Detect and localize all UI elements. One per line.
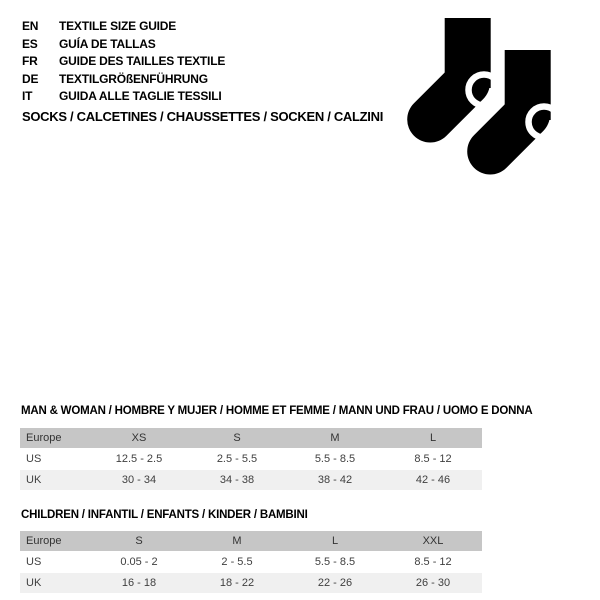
- column-header-size: S: [90, 531, 188, 551]
- region-cell: UK: [20, 470, 90, 490]
- children-table-row-us: [20, 552, 482, 572]
- language-label: TEXTILE SIZE GUIDE: [59, 19, 177, 33]
- language-row: [22, 88, 225, 106]
- language-label: GUIDA ALLE TAGLIE TESSILI: [59, 89, 222, 103]
- socks-icon: [405, 5, 575, 180]
- adult-table-row-uk: [20, 470, 482, 490]
- children-table-row-uk: [20, 573, 482, 593]
- size-value-cell: 12.5 - 2.5: [90, 449, 188, 469]
- size-value-cell: 22 - 26: [286, 573, 384, 593]
- region-cell: US: [20, 552, 90, 572]
- size-value-cell: 16 - 18: [90, 573, 188, 593]
- size-value-cell: 34 - 38: [188, 470, 286, 490]
- language-row: [22, 53, 225, 71]
- category-heading: SOCKS / CALCETINES / CHAUSSETTES / SOCKEN / CALZINI: [22, 109, 384, 124]
- size-value-cell: 0.05 - 2: [90, 552, 188, 572]
- language-code: EN: [22, 19, 39, 33]
- column-header-size: S: [188, 428, 286, 448]
- size-value-cell: 38 - 42: [286, 470, 384, 490]
- column-header-region: Europe: [20, 428, 90, 448]
- language-label: TEXTILGRÖßENFÜHRUNG: [59, 71, 208, 86]
- adult-size-table: [20, 427, 482, 491]
- size-value-cell: 26 - 30: [384, 573, 482, 593]
- adult-table-row-us: [20, 449, 482, 469]
- language-row: [22, 36, 225, 54]
- column-header-size: XXL: [384, 531, 482, 551]
- language-code: IT: [22, 89, 33, 103]
- region-cell: US: [20, 449, 90, 469]
- children-table-header-row: [20, 531, 482, 551]
- language-label: GUIDE DES TAILLES TEXTILE: [59, 54, 226, 68]
- size-value-cell: 8.5 - 12: [384, 552, 482, 572]
- size-value-cell: 18 - 22: [188, 573, 286, 593]
- region-cell: UK: [20, 573, 90, 593]
- size-value-cell: 30 - 34: [90, 470, 188, 490]
- language-list: [22, 18, 225, 106]
- language-code: DE: [22, 71, 39, 86]
- size-value-cell: 8.5 - 12: [384, 449, 482, 469]
- language-code: ES: [22, 36, 38, 51]
- size-value-cell: 2 - 5.5: [188, 552, 286, 572]
- column-header-size: M: [188, 531, 286, 551]
- language-code: FR: [22, 54, 38, 68]
- size-value-cell: 2.5 - 5.5: [188, 449, 286, 469]
- language-row: [22, 71, 225, 89]
- children-table-title: CHILDREN / INFANTIL / ENFANTS / KINDER / BAMBINI: [21, 509, 308, 521]
- size-value-cell: 5.5 - 8.5: [286, 449, 384, 469]
- column-header-size: M: [286, 428, 384, 448]
- size-value-cell: 5.5 - 8.5: [286, 552, 384, 572]
- column-header-size: L: [384, 428, 482, 448]
- column-header-size: L: [286, 531, 384, 551]
- column-header-region: Europe: [20, 531, 90, 551]
- adult-table-header-row: [20, 428, 482, 448]
- size-value-cell: 42 - 46: [384, 470, 482, 490]
- children-size-table: [20, 530, 482, 594]
- column-header-size: XS: [90, 428, 188, 448]
- language-row: [22, 18, 225, 36]
- adult-table-title: MAN & WOMAN / HOMBRE Y MUJER / HOMME ET FEMME / MANN UND FRAU / UOMO E DONNA: [21, 405, 533, 417]
- language-label: GUÍA DE TALLAS: [59, 36, 156, 51]
